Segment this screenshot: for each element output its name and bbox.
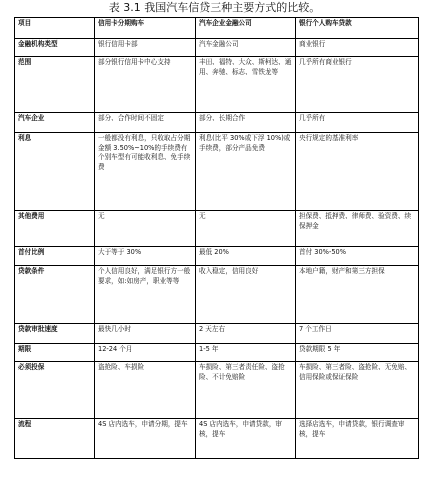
table-cell: 12-24 个月 — [95, 344, 196, 362]
row-label: 流程 — [15, 419, 95, 459]
table-cell: 几乎所有 — [296, 113, 419, 133]
table-cell: 商业银行 — [296, 39, 419, 57]
table-row — [15, 344, 419, 362]
table-cell: 个人信用良好，满足银行方一般要求，如:如房产，职业等等 — [95, 266, 196, 324]
row-label: 贷款条件 — [15, 266, 95, 324]
table-cell: 本地户籍，财产和第三方担保 — [296, 266, 419, 324]
header-row — [15, 18, 419, 39]
table-row — [15, 419, 419, 459]
table-cell: 一般都没有利息，只收取占分期金额 3.50%~10%的手续费有个别车型有可能收利息、免手续费 — [95, 133, 196, 211]
row-label: 期限 — [15, 344, 95, 362]
row-label: 范围 — [15, 57, 95, 113]
table-row — [15, 113, 419, 133]
table-row — [15, 266, 419, 324]
table-cell: 无 — [95, 211, 196, 247]
table-row — [15, 39, 419, 57]
header-cell-credit-card: 信用卡分期购车 — [95, 18, 196, 39]
header-cell-bank-loan: 银行个人购车贷款 — [296, 18, 419, 39]
row-label: 汽车企业 — [15, 113, 95, 133]
table-cell: 部分、合作时间不固定 — [95, 113, 196, 133]
table-cell: 车损险、第三者险、盗抢险、无免赔、信用保险或保证保险 — [296, 362, 419, 419]
table-cell: 丰田、福特、大众、斯柯达、通用、奔驰、标志、雪铁龙等 — [196, 57, 296, 113]
table-cell: 几乎所有商业银行 — [296, 57, 419, 113]
table-cell: 收入稳定，信用良好 — [196, 266, 296, 324]
table-row — [15, 211, 419, 247]
table-cell: 担保费、抵押费、律师费、验资费、续保押金 — [296, 211, 419, 247]
table-cell: 部分银行信用卡中心支持 — [95, 57, 196, 113]
table-cell: 首付 30%-50% — [296, 247, 419, 266]
table-row — [15, 57, 419, 113]
row-label: 贷款审批速度 — [15, 324, 95, 344]
comparison-table — [14, 17, 419, 459]
header-cell-item: 项目 — [15, 18, 95, 39]
table-cell: 无 — [196, 211, 296, 247]
row-label: 首付比例 — [15, 247, 95, 266]
header-cell-auto-finance: 汽车企业金融公司 — [196, 18, 296, 39]
table-row — [15, 324, 419, 344]
row-label: 必须投保 — [15, 362, 95, 419]
table-row — [15, 362, 419, 419]
table-cell: 利息(比平 30%或下浮 10%)或手续费，部分产品免费 — [196, 133, 296, 211]
table-cell: 大于等于 30% — [95, 247, 196, 266]
table-cell: 最快几小时 — [95, 324, 196, 344]
table-cell: 7 个工作日 — [296, 324, 419, 344]
row-label: 其他费用 — [15, 211, 95, 247]
table-cell: 银行信用卡部 — [95, 39, 196, 57]
row-label: 金融机构类型 — [15, 39, 95, 57]
table-caption: 表 3.1 我国汽车信贷三种主要方式的比较。 — [108, 1, 321, 14]
table-cell: 央行规定的基准利率 — [296, 133, 419, 211]
table-cell: 4S 店内选车，申请贷款，审核，提车 — [196, 419, 296, 459]
table-cell: 车损险、第三者责任险、盗抢险、不计免赔险 — [196, 362, 296, 419]
table-cell: 选择店选车，申请贷款，银行调查审核，提车 — [296, 419, 419, 459]
table-cell: 最低 20% — [196, 247, 296, 266]
table-cell: 盗抢险、车损险 — [95, 362, 196, 419]
row-label: 利息 — [15, 133, 95, 211]
table-cell: 2 天左右 — [196, 324, 296, 344]
table-row — [15, 247, 419, 266]
table-cell: 贷款期限 5 年 — [296, 344, 419, 362]
table-cell: 汽车金融公司 — [196, 39, 296, 57]
table-cell: 4S 店内选车，申请分期，提车 — [95, 419, 196, 459]
table-cell: 部分、长期合作 — [196, 113, 296, 133]
table-cell: 1-5 年 — [196, 344, 296, 362]
table-row — [15, 133, 419, 211]
